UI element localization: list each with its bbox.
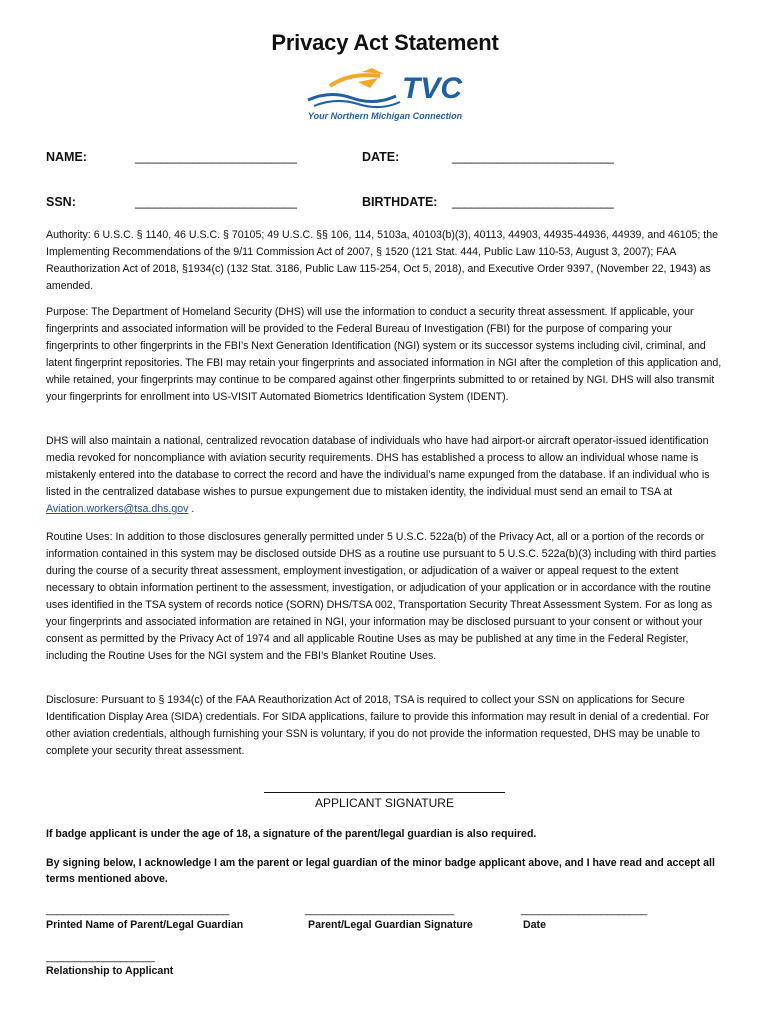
printed-name-label: Printed Name of Parent/Legal Guardian xyxy=(46,919,244,931)
tvc-logo xyxy=(300,64,470,126)
guardian-date-line[interactable]: ______________________ xyxy=(521,904,647,916)
disclosure-paragraph: Disclosure: Pursuant to § 1934(c) of the FAA Reauthorization Act of 2018, TSA is required to collect your SSN on applications for Secure Identification Display Area (SIDA) credentials. For SIDA applications, failure to provide this information may result in denial of a credential. For other aviation credentials, although furnishing your SSN is voluntary, if you do not provide the information requested, DHS may be unable to complete your security threat assessment. xyxy=(46,694,710,757)
applicant-signature-line[interactable] xyxy=(264,792,505,793)
name-label: NAME: xyxy=(46,150,87,164)
birthdate-field[interactable]: _________________________ xyxy=(452,195,614,209)
guardian-date-label: Date xyxy=(523,919,546,931)
tvc-logo-graphic xyxy=(300,64,470,112)
ssn-label: SSN: xyxy=(46,195,76,209)
tvc-logo-wordmark: TVC xyxy=(402,72,462,105)
guardian-signature-label: Parent/Legal Guardian Signature xyxy=(308,919,473,931)
authority-paragraph: Authority: 6 U.S.C. § 1140, 46 U.S.C. § 70105; 49 U.S.C. §§ 106, 114, 5103a, 40103(b)(3), 40113, 44903, 44935-44936, 44939, and 46105; the Implementing Recommendations of the 9/11 Commission Act of 2007, § 1520 (121 Stat. 444, Public Law 110-53, August 3, 2007); FAA Reauthorization Act of 2018, §1934(c) (132 Stat. 3186, Public Law 115-254, Oct 5, 2018), and Executive Order 9397, (November 22, 1943) as amended. xyxy=(46,229,719,292)
ssn-field[interactable]: _________________________ xyxy=(135,195,297,209)
revocation-text-end: . xyxy=(188,503,195,515)
page-title: Privacy Act Statement xyxy=(271,30,499,55)
minor-requirement-note: If badge applicant is under the age of 18, a signature of the parent/legal guardian is also required. xyxy=(46,828,537,840)
birthdate-label: BIRTHDATE: xyxy=(362,195,438,209)
routine-uses-paragraph: Routine Uses: In addition to those disclosures generally permitted under 5 U.S.C. 522a(b) of the Privacy Act, all or a portion of the records or information contained in this system may be disclosed outside DHS as a routine use pursuant to 5 U.S.C. 522a(b)(3) including with third parties during the course of a security threat assessment, employment investigation, or adjudication of a waiver or appeal request to the extent necessary to obtain information pertinent to the assessment, investigation, or adjudication of your application or in accordance with the routine uses identified in the TSA system of records notice (SORN) DHS/TSA 002, Transportation Security Threat Assessment System. For as long as your fingerprints and associated information are retained in NGI, your information may be disclosed pursuant to your consent or without your consent as permitted by the Privacy Act of 1974 and all applicable Routine Uses as may be published at any time in the Federal Register, including the Routine Uses for the NGI system and the FBI’s Blanket Routine Uses. xyxy=(46,531,717,662)
revocation-paragraph xyxy=(46,433,726,518)
guardian-signature-line[interactable]: __________________________ xyxy=(305,904,454,916)
revocation-text: DHS will also maintain a national, centralized revocation database of individuals who have had airport-or aircraft operator-issued identification media revoked for noncompliance with aviation security requirements. DHS has established a process to allow an individual whose name is mistakenly entered into the database to correct the record and have the individual’s name expunged from the database. If an individual who is listed in the centralized database wishes to pursue expungement due to mistaken identity, the individual must send an email to TSA at xyxy=(46,435,710,498)
logo-tagline: Your Northern Michigan Connection xyxy=(307,111,463,121)
relationship-line[interactable]: ___________________ xyxy=(46,951,155,963)
tsa-email-link[interactable]: Aviation.workers@tsa.dhs.gov xyxy=(46,503,189,515)
guardian-acknowledgement: By signing below, I acknowledge I am the parent or legal guardian of the minor badge applicant above, and I have read and accept all terms mentioned above. xyxy=(46,857,715,885)
relationship-label: Relationship to Applicant xyxy=(46,965,174,977)
applicant-signature-label: APPLICANT SIGNATURE xyxy=(315,796,454,810)
date-label: DATE: xyxy=(362,150,400,164)
purpose-paragraph: Purpose: The Department of Homeland Security (DHS) will use the information to conduct a security threat assessment. If applicable, your fingerprints and associated information will be provided to the Federal Bureau of Investigation (FBI) for the purpose of comparing your fingerprints to other fingerprints in the FBI’s Next Generation Identification (NGI) system or its successor systems including civil, criminal, and latent fingerprint repositories. The FBI may retain your fingerprints and associated information in NGI after the completion of this application and, while retained, your fingerprints may continue to be compared against other fingerprints submitted to or retained by NGI. DHS will also transmit your fingerprints for enrollment into US-VISIT Automated Biometrics Identification System (IDENT). xyxy=(46,306,722,403)
printed-name-line[interactable]: ________________________________ xyxy=(46,904,229,916)
date-field[interactable]: _________________________ xyxy=(452,150,614,164)
name-field[interactable]: _________________________ xyxy=(135,150,297,164)
